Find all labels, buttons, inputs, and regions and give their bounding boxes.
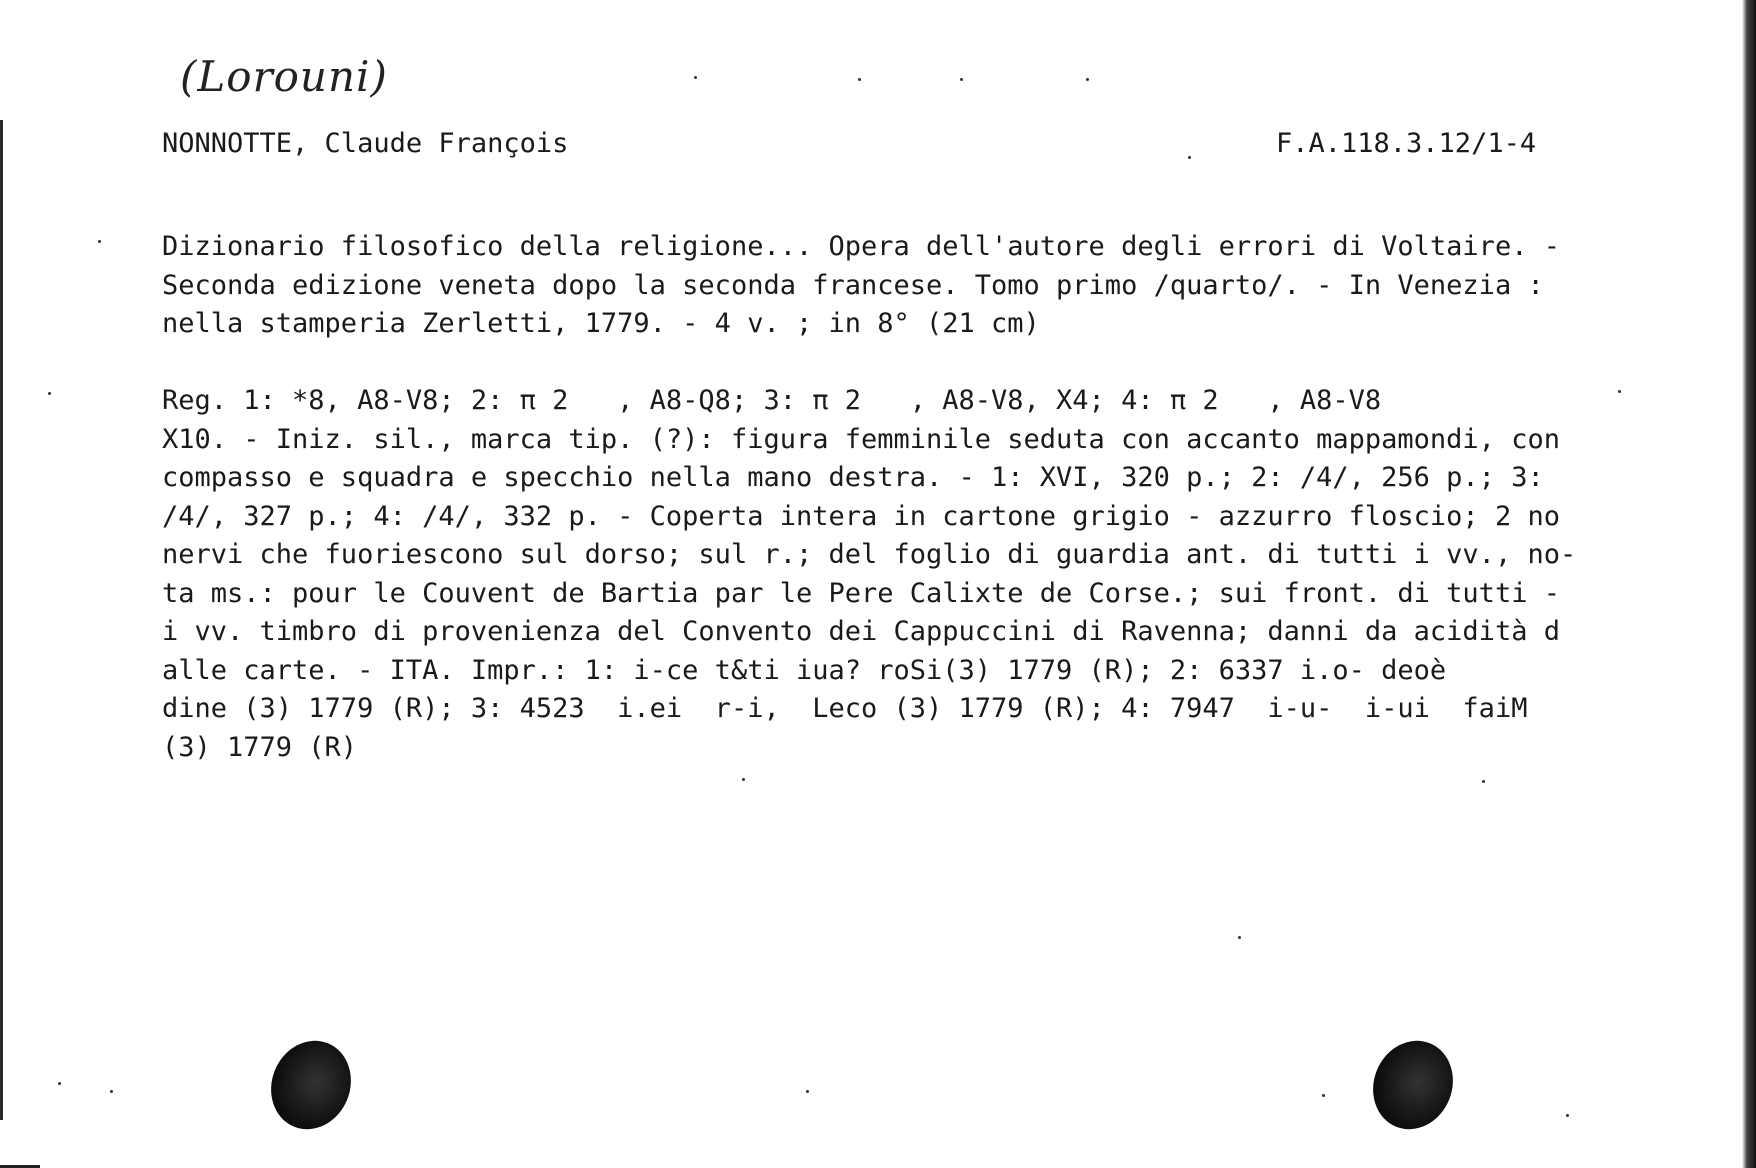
dust-speck [694,76,697,79]
dust-speck [858,78,861,81]
author-heading: NONNOTTE, Claude François [162,128,569,159]
shelfmark: F.A.118.3.12/1-4 [1276,128,1537,159]
title-description [162,228,1602,344]
handwritten-note: (Lorouni) [180,52,388,101]
card-right-edge-shadow [1742,0,1756,1168]
dust-speck [48,392,51,395]
dust-speck [806,1090,809,1093]
notes-line: i vv. timbro di provenienza del Convento dei Cappuccini di Ravenna; danni da acidità d [162,616,1560,647]
notes-line: compasso e squadra e specchio nella mano destra. - 1: XVI, 320 p.; 2: /4/, 256 p.; 3: [162,462,1544,493]
dust-speck [1238,936,1241,939]
punch-hole-left [258,1029,364,1142]
dust-speck [110,1090,113,1093]
dust-speck [1566,1114,1569,1117]
title-line: Dizionario filosofico della religione... Opera dell'autore degli errori di Voltaire. - [162,231,1560,262]
notes-line: Reg. 1: *8, A8-V8; 2: π 2 , A8-Q8; 3: π 2 , A8-V8, X4; 4: π 2 , A8-V8 [162,385,1382,416]
notes-description [162,382,1602,767]
notes-line: ta ms.: pour le Couvent de Bartia par le Pere Calixte de Corse.; sui front. di tutti - [162,577,1560,609]
notes-line: X10. - Iniz. sil., marca tip. (?): figura femminile seduta con accanto mappamondi, con [162,423,1560,455]
dust-speck [1188,156,1191,159]
dust-speck [58,1082,61,1085]
title-line: nella stamperia Zerletti, 1779. - 4 v. ; in 8° (21 cm) [162,308,1040,339]
dust-speck [1482,780,1485,783]
dust-speck [98,240,101,243]
punch-hole-right [1360,1029,1466,1142]
dust-speck [1322,1094,1325,1097]
card-left-edge [0,120,3,1120]
notes-line: nervi che fuoriescono sul dorso; sul r.; del foglio di guardia ant. di tutti i vv., no- [162,539,1577,570]
dust-speck [742,778,745,781]
title-line: Seconda edizione veneta dopo la seconda francese. Tomo primo /quarto/. - In Venezia : [162,269,1544,301]
notes-line: (3) 1779 (R) [162,731,358,763]
notes-line: /4/, 327 p.; 4: /4/, 332 p. - Coperta intera in cartone grigio - azzurro floscio; 2 no [162,500,1560,532]
dust-speck [1618,390,1621,393]
notes-line: dine (3) 1779 (R); 3: 4523 i.ei r-i, Leco (3) 1779 (R); 4: 7947 i-u- i-ui faiM [162,693,1528,724]
dust-speck [1086,78,1089,81]
notes-line: alle carte. - ITA. Impr.: 1: i-ce t&ti iua? roSi(3) 1779 (R); 2: 6337 i.o- deoè [162,654,1447,686]
dust-speck [960,78,963,81]
